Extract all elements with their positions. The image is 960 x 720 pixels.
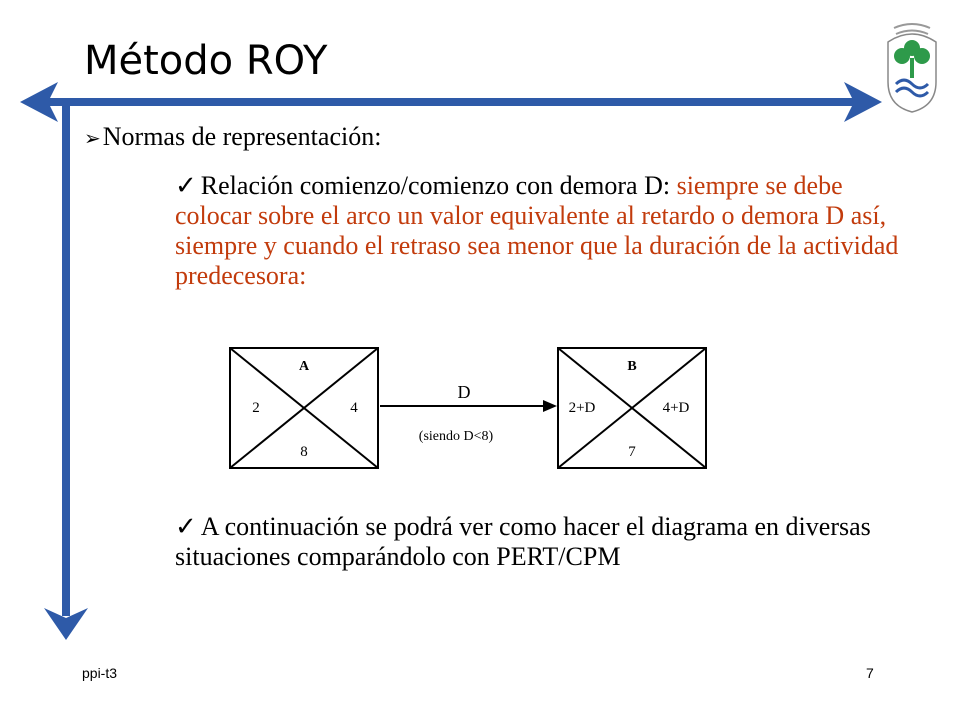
checkmark-icon: ✓: [175, 512, 197, 541]
bullet-heading-text: Normas de representación:: [102, 122, 382, 151]
node-b-right: 4+D: [662, 400, 690, 416]
node-a-name: A: [298, 359, 310, 374]
paragraph-1-black: Relación comienzo/comienzo con demora D:: [200, 171, 671, 200]
slide-title: Método ROY: [84, 38, 328, 84]
page-number: 7: [866, 665, 874, 681]
node-b-name: B: [627, 359, 637, 374]
arc-a-b: [380, 382, 557, 444]
arc-label: D: [457, 382, 471, 402]
arc-note: (siendo D<8): [418, 429, 494, 444]
checkmark-icon: ✓: [175, 171, 197, 200]
node-a-left: 2: [252, 400, 260, 416]
paragraph-2-text: A continuación se podrá ver como hacer el diagrama en diversas situaciones comparándolo con PERT/CPM: [175, 512, 871, 571]
footer-label: ppi-t3: [82, 665, 118, 681]
paragraph-2: [175, 512, 910, 572]
arrow-bullet-icon: ➢: [84, 128, 101, 150]
node-b: [558, 348, 706, 468]
node-a: [230, 348, 378, 468]
paragraph-1-red: siempre se debe colocar sobre el arco un valor equivalente al retardo o demora D así, siempre y cuando el retraso sea menor que la duración de la actividad predecesora:: [175, 171, 899, 290]
node-a-right: 4: [350, 400, 358, 416]
node-b-left: 2+D: [568, 400, 596, 416]
node-b-bottom: 7: [628, 444, 636, 460]
node-a-bottom: 8: [300, 444, 308, 460]
